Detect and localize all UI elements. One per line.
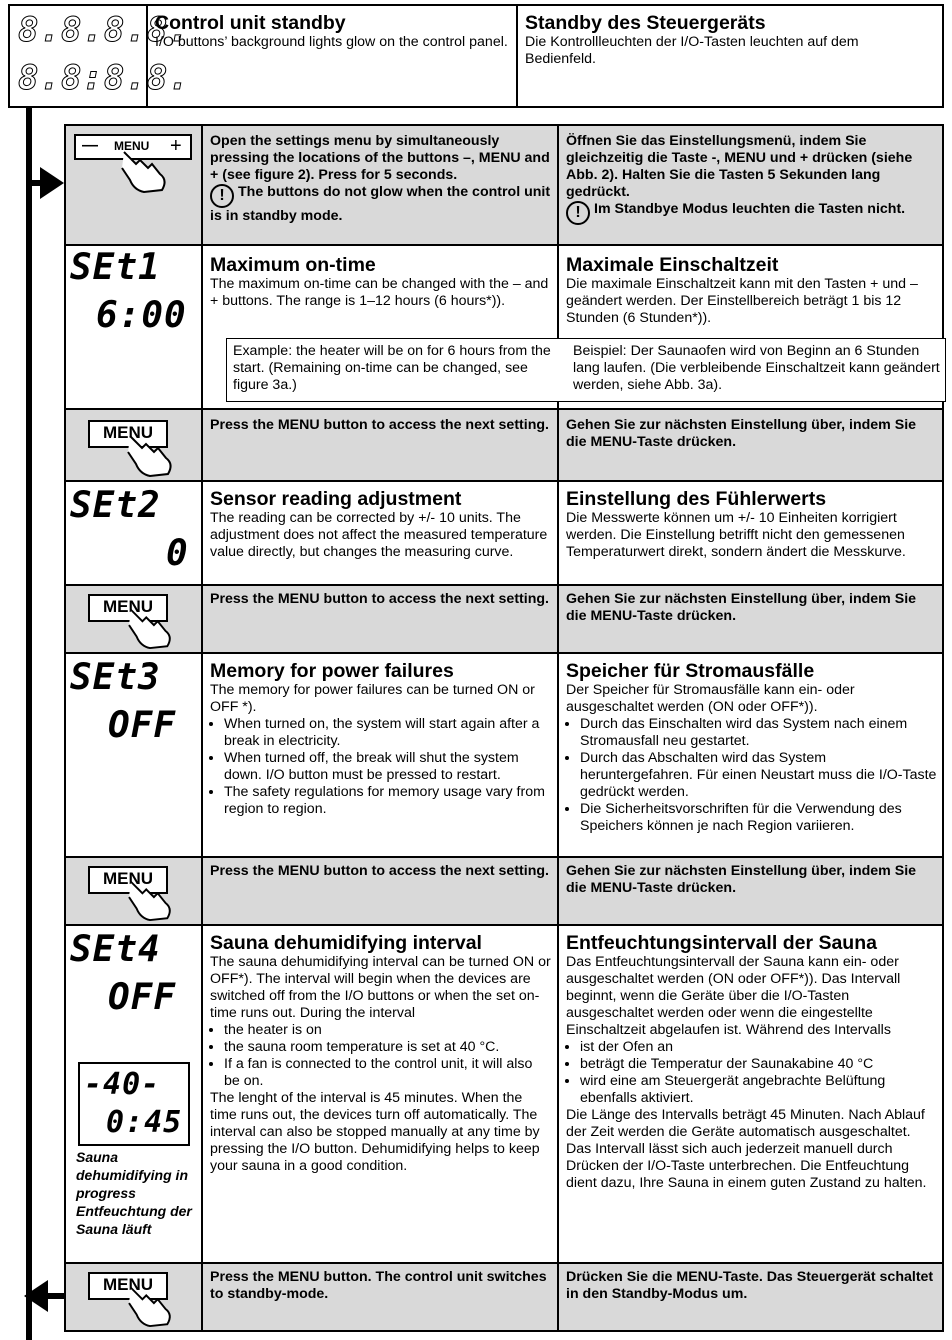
set2-en-text: The reading can be corrected by +/- 10 units. The adjustment does not affect the measured temperature value directly, but changes the measuring curve. <box>210 510 548 560</box>
final-de: Drücken Sie die MENU-Taste. Das Steuergerät schaltet in den Standby-Modus um. <box>566 1269 934 1302</box>
set4-en-title: Sauna dehumidifying interval <box>210 932 482 954</box>
open-menu-de <box>559 130 943 227</box>
set3-en <box>203 658 557 820</box>
set2-de <box>559 486 943 563</box>
plus-button[interactable]: + <box>170 135 182 157</box>
set1-display-bottom: 6:00 <box>96 295 187 336</box>
set1-en-title: Maximum on-time <box>210 254 376 276</box>
caption-de: Entfeuchtung der Sauna läuft <box>76 1203 192 1237</box>
set1-de-text: Die maximale Einschaltzeit kann mit den Tasten + und – geändert werden. Der Einstellbereich beträgt 1 bis 12 Stunden (6 Stunden*)). <box>566 276 918 326</box>
standby-de <box>518 10 938 70</box>
set2-de-text: Die Messwerte können um +/- 10 Einheiten korrigiert werden. Die Einstellung betrifft nicht den gemessenen Temperaturwert direkt, sondern ändert die Messkurve. <box>566 510 906 560</box>
menu-button-final[interactable]: MENU <box>88 1272 168 1300</box>
set4-de-text2: Die Länge des Intervalls beträgt 45 Minuten. Nach Ablauf der Zeit werden die Geräte automatisch ausgeschaltet. Das Intervall lässt sich auch jederzeit manuell durch Drücken der I/O-Taste unterbrechen. Die Entfeuchtung dient dazu, Ihre Sauna in einem guten Zustand zu halten. <box>566 1107 927 1191</box>
set1-de <box>559 252 943 329</box>
set4-en-text2: The lenght of the interval is 45 minutes. When the time runs out, the devices turn off automatically. The interval can also be stopped manually at any time by pressing the I/O button. Dehumidifying helps to keep your sauna in a good condition. <box>210 1090 540 1174</box>
row-divider <box>64 652 944 654</box>
row-divider <box>64 480 944 482</box>
arrow-right-icon <box>40 167 64 199</box>
list-item: • When turned off, the break will shut the system down. I/O button must be pressed to restart. <box>224 750 551 784</box>
standby-en-title: Control unit standby <box>155 12 346 34</box>
open-menu-en-warn <box>210 184 551 225</box>
open-menu-en <box>203 130 557 227</box>
standby-de-title: Standby des Steuergeräts <box>525 12 766 34</box>
next1-de: Gehen Sie zur nächsten Einstellung über, indem Sie die MENU-Taste drücken. <box>566 417 917 450</box>
set1-de-title: Maximale Einschaltzeit <box>566 254 779 276</box>
open-menu-de-text: Öffnen Sie das Einstellungsmenü, indem Sie gleichzeitig die Taste -, MENU und + drücken (siehe Abb. 2). Halten Sie die Tasten 5 Sekunden lang gedrückt. <box>566 133 913 200</box>
next3-de: Gehen Sie zur nächsten Einstellung über, indem Sie die MENU-Taste drücken. <box>566 863 917 896</box>
set3-de-title: Speicher für Stromausfälle <box>566 660 815 682</box>
list-item: • Durch das Einschalten wird das System nach einem Stromausfall neu gestartet. <box>580 716 937 750</box>
small-display-bottom: 0:45 <box>106 1105 183 1140</box>
set3-en-text: The memory for power failures can be turned ON or OFF *). <box>210 682 535 715</box>
open-menu-en-text: Open the settings menu by simultaneously pressing the locations of the buttons –, MENU and + (see figure 2). Press for 5 seconds. <box>210 133 550 183</box>
set3-de <box>559 658 943 837</box>
list-item: • Die Sicherheitsvorschriften für die Verwendung des Speichers können je nach Region variieren. <box>580 801 937 835</box>
set3-display-top: SEt3 <box>70 657 161 698</box>
standby-de-text: Die Kontrollleuchten der I/O-Tasten leuchten auf dem Bedienfeld. <box>525 34 859 67</box>
warning-icon: ! <box>210 184 234 208</box>
row-divider <box>64 244 944 246</box>
set3-en-title: Memory for power failures <box>210 660 454 682</box>
hand-press-icon <box>124 876 180 922</box>
set2-en-title: Sensor reading adjustment <box>210 488 462 510</box>
set4-de-title: Entfeuchtungsintervall der Sauna <box>566 932 877 954</box>
set3-de-list <box>566 716 937 835</box>
caption-en: Sauna dehumidifying in progress <box>76 1149 188 1201</box>
dehumidify-caption <box>76 1148 202 1238</box>
set4-de <box>559 930 943 1194</box>
open-menu-en-warn-text: The buttons do not glow when the control unit is in standby mode. <box>210 184 551 224</box>
next2-en: Press the MENU button to access the next setting. <box>210 591 549 607</box>
set1-en-text: The maximum on-time can be changed with the – and + buttons. The range is 1–12 hours (6 hours*)). <box>210 276 549 309</box>
final-en: Press the MENU button. The control unit switches to standby-mode. <box>210 1269 547 1302</box>
menu-button[interactable]: MENU <box>114 139 150 153</box>
warning-icon: ! <box>566 201 590 225</box>
open-menu-de-warn <box>566 201 937 225</box>
set4-en-text: The sauna dehumidifying interval can be turned ON or OFF*). The interval will begin when the devices are switched off from the I/O buttons or when the set on-time runs out. During the interval <box>210 954 551 1021</box>
flow-line <box>26 108 32 1340</box>
menu-button-2[interactable]: MENU <box>88 594 168 622</box>
display-top: 8.8.8.8. <box>18 10 190 50</box>
set2-display-top: SEt2 <box>70 485 161 526</box>
set1-de-example: Beispiel: Der Saunaofen wird von Beginn an 6 Stunden lang laufen. (Die verbleibende Einschaltzeit kann geändert werden, siehe Abb. 3a). <box>573 343 940 393</box>
set2-display-bottom: 0 <box>166 533 189 574</box>
set4-en <box>203 930 557 1177</box>
hand-press-icon <box>124 1282 180 1328</box>
menu-button-1[interactable]: MENU <box>88 420 168 448</box>
menu-button-3[interactable]: MENU <box>88 866 168 894</box>
standby-display <box>10 6 190 106</box>
set4-de-text: Das Entfeuchtungsintervall der Sauna kann ein- oder ausgeschaltet werden (ON oder OFF*)). Das Intervall beginnt, wenn die Geräte über die I/O-Tasten ausgeschaltet werden oder wenn die eingestellte Einschaltzeit abgelaufen ist. Während des Intervalls <box>566 954 901 1038</box>
next1-en: Press the MENU button to access the next setting. <box>210 417 549 433</box>
standby-en <box>148 10 518 53</box>
hand-press-icon <box>118 146 174 194</box>
hand-press-icon <box>124 604 180 650</box>
next3-en: Press the MENU button to access the next setting. <box>210 863 549 879</box>
arrow-left-icon <box>24 1280 48 1312</box>
set3-display-bottom: OFF <box>108 705 177 746</box>
small-display-top: -40- <box>84 1067 161 1102</box>
standby-section <box>8 4 944 108</box>
set3-de-text: Der Speicher für Stromausfälle kann ein- oder ausgeschaltet werden (ON oder OFF*)). <box>566 682 855 715</box>
list-item: • ist der Ofen an <box>580 1039 937 1056</box>
next2-de: Gehen Sie zur nächsten Einstellung über, indem Sie die MENU-Taste drücken. <box>566 591 917 624</box>
set1-en-example: Example: the heater will be on for 6 hours from the start. (Remaining on-time can be changed, see figure 3a.) <box>233 343 551 393</box>
set1-en <box>203 252 557 312</box>
list-item: • the heater is on <box>224 1022 551 1039</box>
row-divider <box>64 924 944 926</box>
list-item: • beträgt die Temperatur der Saunakabine 40 °C <box>580 1056 937 1073</box>
list-item: • wird eine am Steuergerät angebrachte Belüftung ebenfalls aktiviert. <box>580 1073 937 1107</box>
standby-en-text: I/O buttons’ background lights glow on the control panel. <box>155 34 508 50</box>
set3-en-list <box>210 716 551 818</box>
set2-de-title: Einstellung des Fühlerwerts <box>566 488 827 510</box>
list-item: • If a fan is connected to the control unit, it will also be on. <box>224 1056 551 1090</box>
list-item: • The safety regulations for memory usage vary from region to region. <box>224 784 551 818</box>
set1-display-top: SEt1 <box>70 247 161 288</box>
list-item: • When turned on, the system will start again after a break in electricity. <box>224 716 551 750</box>
set2-en <box>203 486 557 563</box>
set4-display-bottom: OFF <box>108 977 177 1018</box>
display-bottom: 8.8:8.8. <box>18 58 190 98</box>
dehumidify-display <box>78 1062 190 1146</box>
hand-press-icon <box>124 430 180 478</box>
list-item: • the sauna room temperature is set at 40 °C. <box>224 1039 551 1056</box>
set4-en-list <box>210 1022 551 1090</box>
open-menu-de-warn-text: Im Standbye Modus leuchten die Tasten nicht. <box>594 201 906 217</box>
minus-button[interactable]: — <box>82 137 98 154</box>
set4-display-top: SEt4 <box>70 929 161 970</box>
list-item: • Durch das Abschalten wird das System heruntergefahren. Für einen Neustart muss die I/O-Taste gedrückt werden. <box>580 750 937 801</box>
set4-de-list <box>566 1039 937 1107</box>
